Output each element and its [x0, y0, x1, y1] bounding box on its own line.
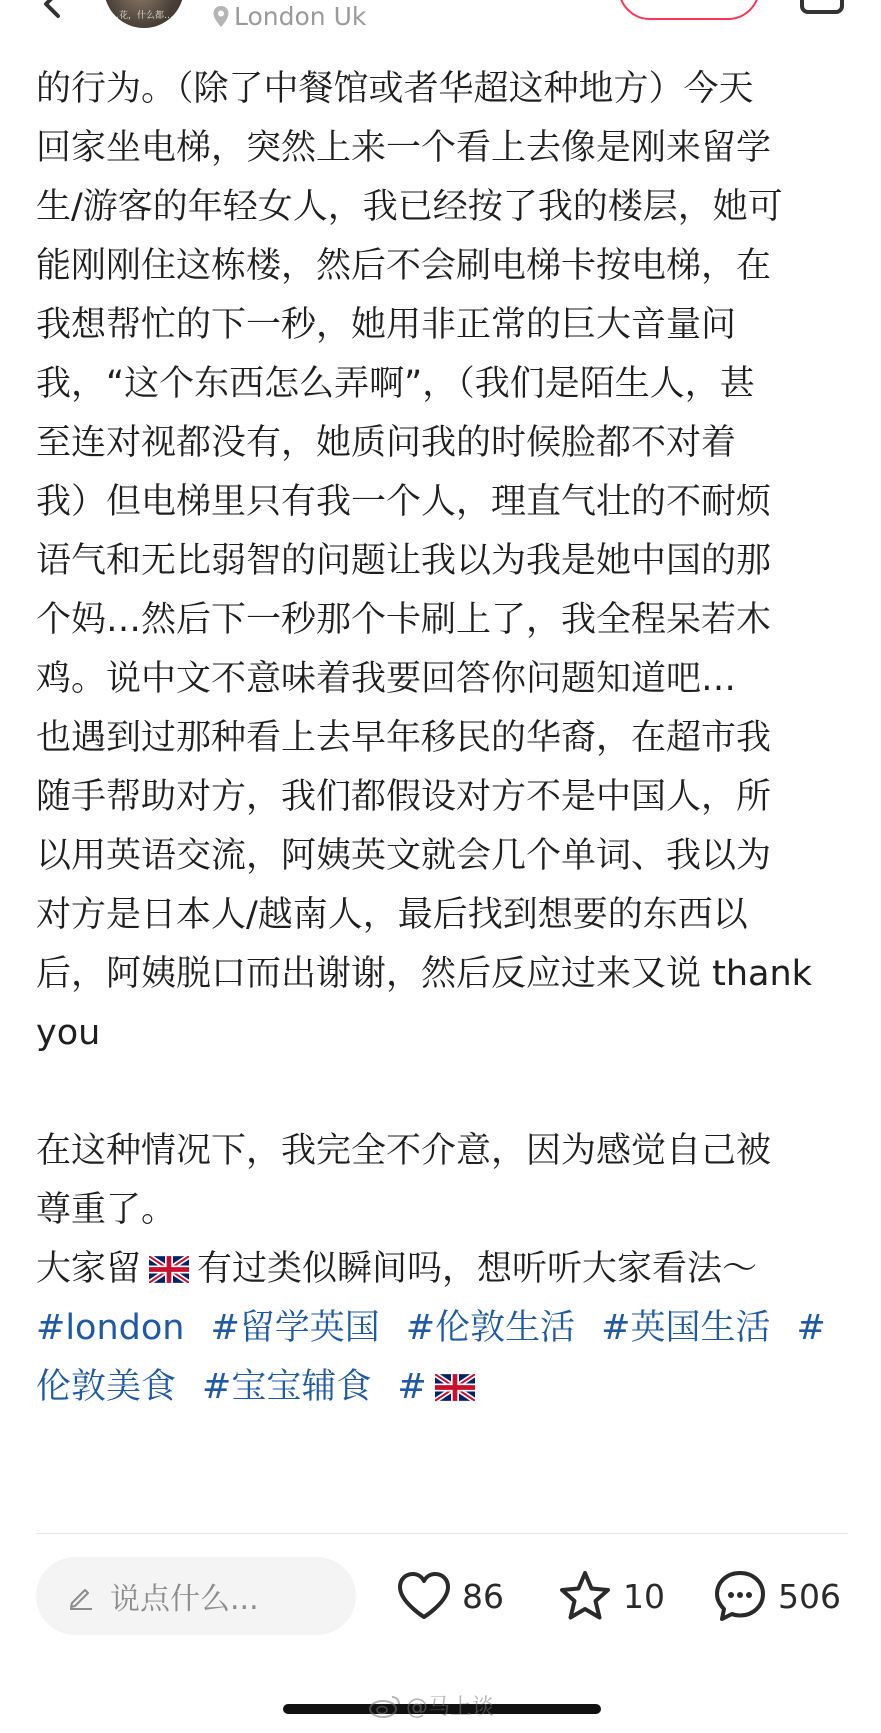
post-line: 鸡。说中文不意味着我要回答你问题知道吧… [36, 659, 737, 699]
comment-bubble-icon [712, 1568, 768, 1624]
post-line: 我）但电梯里只有我一个人，理直气壮的不耐烦 [36, 482, 772, 522]
avatar-caption: …花，什么都… [110, 11, 174, 21]
uk-flag-icon[interactable] [435, 1374, 475, 1401]
question-suffix: 有过类似瞬间吗，想听听大家看法～ [197, 1249, 758, 1289]
heart-icon [396, 1570, 452, 1622]
location-tag [212, 2, 366, 32]
like-button[interactable] [396, 1566, 504, 1626]
hashtag-link[interactable]: #英国生活 [601, 1308, 771, 1348]
watermark-text: @马上谈 [406, 1695, 495, 1720]
post-line: 语气和无比弱智的问题让我以为我是她中国的那 [36, 541, 772, 581]
post-line: 生/游客的年轻女人，我已经按了我的楼层，她可 [36, 187, 783, 227]
post-line: 以用英语交流，阿姨英文就会几个单词、我以为 [36, 836, 772, 876]
post-line: 我想帮忙的下一秒，她用非正常的巨大音量问 [36, 305, 737, 345]
avatar[interactable] [104, 0, 184, 28]
comment-input[interactable] [36, 1557, 356, 1635]
follow-button[interactable] [618, 0, 760, 20]
post-line: 能刚刚住这栋楼，然后不会刷电梯卡按电梯，在 [36, 246, 772, 286]
favorite-button[interactable] [557, 1566, 665, 1626]
hashtag-link[interactable]: #留学英国 [210, 1308, 380, 1348]
post-line: 随手帮助对方，我们都假设对方不是中国人，所 [36, 777, 772, 817]
post-line: 我，“这个东西怎么弄啊”，（我们是陌生人，甚 [36, 364, 755, 404]
back-icon[interactable] [36, 0, 76, 22]
location-text: London Uk [234, 2, 367, 31]
hashtag-link[interactable]: #伦敦生活 [405, 1308, 576, 1348]
comment-button[interactable] [712, 1566, 841, 1626]
question-prefix: 大家留 [36, 1249, 142, 1289]
post-line: 回家坐电梯，突然上来一个看上去像是刚来留学 [36, 128, 772, 168]
uk-flag-icon [149, 1256, 189, 1283]
comment-placeholder: 说点什么... [110, 1582, 259, 1617]
watermark [368, 1690, 494, 1721]
location-pin-icon [212, 5, 230, 29]
question-line [36, 1240, 848, 1299]
post-line: 的行为。（除了中餐馆或者华超这种地方）今天 [36, 69, 754, 109]
like-count: 86 [462, 1576, 504, 1616]
favorite-count: 10 [623, 1576, 665, 1616]
top-bar [0, 0, 881, 42]
post-line: 个妈…然后下一秒那个卡刷上了，我全程呆若木 [36, 600, 772, 640]
hashtag-link[interactable]: #宝宝辅食 [202, 1367, 372, 1407]
post-line: 后，阿姨脱口而出谢谢，然后反应过来又说 thank [36, 954, 812, 994]
post-line: 至连对视都没有，她质问我的时候脸都不对着 [36, 423, 737, 463]
hashtag-link[interactable]: 伦敦美食 [36, 1367, 177, 1407]
bottom-divider [36, 1533, 848, 1534]
post-line: 尊重了。 [36, 1190, 177, 1230]
hashtag-link[interactable]: # [796, 1308, 826, 1348]
hashtag-link[interactable]: # [397, 1367, 427, 1407]
post-line: 在这种情况下，我完全不介意，因为感觉自己被 [36, 1131, 772, 1171]
pencil-icon [66, 1581, 96, 1611]
weibo-logo-icon [368, 1693, 402, 1719]
hashtag-link[interactable]: #london [36, 1308, 185, 1348]
post-line: you [36, 1013, 101, 1053]
post-content [36, 60, 848, 1417]
star-icon [557, 1569, 613, 1623]
blank-line [36, 1063, 848, 1122]
hashtag-row [36, 1299, 848, 1358]
post-line: 也遇到过那种看上去早年移民的华裔，在超市我 [36, 718, 772, 758]
share-icon[interactable] [800, 0, 844, 14]
post-line: 对方是日本人/越南人，最后找到想要的东西以 [36, 895, 748, 935]
hashtag-row [36, 1358, 848, 1417]
comment-count: 506 [778, 1576, 841, 1616]
